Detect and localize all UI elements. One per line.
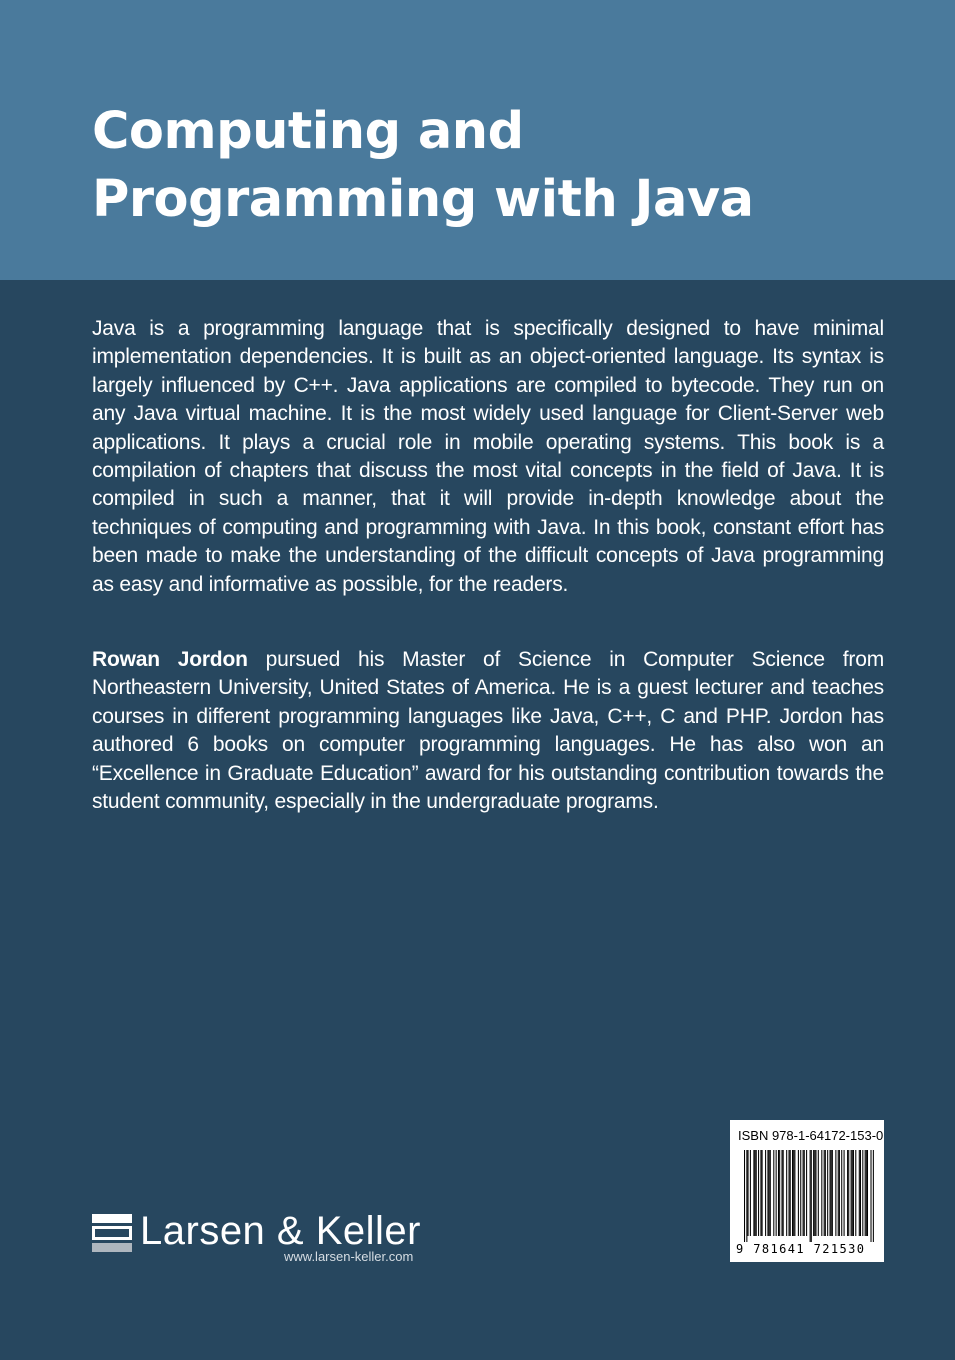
barcode-bar [818,1150,819,1236]
barcode-bar [792,1150,793,1236]
barcode-bar [841,1150,842,1236]
barcode-bar [814,1150,815,1236]
barcode-bar [770,1150,771,1236]
barcode-bar [750,1150,751,1236]
barcode-bar [779,1150,780,1236]
barcode-bar [793,1150,794,1236]
barcode-bar [786,1150,787,1236]
barcode-bar [744,1150,745,1242]
barcode-bar [844,1150,845,1236]
barcode-bar [755,1150,756,1236]
barcode-bar [758,1150,759,1236]
publisher-name: Larsen & Keller [140,1209,421,1253]
barcode-bar [848,1150,849,1236]
barcode-bar [804,1150,805,1236]
barcode-bar [813,1150,814,1236]
barcode-bar [838,1150,839,1236]
barcode-bar [748,1150,749,1236]
barcode-digits: 9 781641 721530 [736,1242,866,1256]
author-name: Rowan Jordon [92,648,248,671]
barcode-bar [853,1150,854,1236]
publisher-logo [92,1208,452,1268]
barcode-bar [762,1150,763,1236]
barcode-bar [832,1150,833,1236]
isbn-label: ISBN 978-1-64172-153-0 [738,1128,884,1143]
barcode-bar [827,1150,828,1236]
author-bio [92,646,884,816]
barcode-bar [831,1150,832,1236]
barcode-bar [790,1150,791,1236]
barcode-bar [811,1150,812,1242]
barcode-bar [776,1150,777,1236]
logo-bar [92,1214,132,1223]
barcode-bar [746,1150,747,1242]
barcode-bar [753,1150,754,1236]
barcode-box [730,1120,884,1262]
barcode-bar [803,1150,804,1236]
barcode-bar [859,1150,860,1236]
barcode-bar [760,1150,761,1236]
barcode-bar [789,1150,790,1236]
barcode-bar [778,1150,779,1236]
barcode-bar [781,1150,782,1236]
barcode-bar [839,1150,840,1236]
logo-bar [92,1226,132,1240]
barcode-bar [765,1150,766,1236]
barcode-bar [867,1150,868,1236]
logo-bar [92,1243,132,1252]
book-description: Java is a programming language that is specifically designed to have minimal implementation dependencies. It is built as an object-oriented language. Its syntax is largely influenced by C++. Java applications are compiled to bytecode. They run on any Java virtual machine. It is the most widely used language for Client-Server web applications. It plays a crucial role in mobile operating systems. This book is a compilation of chapters that discuss the most vital concepts in the field of Java. It is compiled in such a manner, that it will provide in-depth knowledge about the techniques of computing and programming with Java. In this book, constant effort has been made to make the understanding of the difficult concepts of Java programming as easy and informative as possible, for the readers. [92,317,884,596]
barcode-bar [870,1150,871,1242]
barcode-bar [756,1150,757,1236]
barcode-bar [798,1150,799,1236]
barcode-bar [860,1150,861,1236]
barcode-bar [852,1150,853,1236]
barcode-bar [821,1150,822,1236]
barcode-bar [810,1150,811,1242]
barcode-icon [744,1150,874,1242]
barcode-bar [806,1150,807,1236]
barcode-bar [830,1150,831,1236]
barcode-bar [815,1150,816,1236]
barcode-bar [866,1150,867,1236]
book-title: Computing and Programming with Java [92,102,754,229]
barcode-bar [862,1150,863,1236]
barcode-bar [855,1150,856,1236]
barcode-bar [873,1150,874,1242]
barcode-bar [865,1150,866,1236]
barcode-bar [769,1150,770,1236]
barcode-bar [847,1150,848,1236]
barcode-bar [851,1150,852,1236]
barcode-bar [767,1150,768,1236]
barcode-bar [794,1150,795,1236]
barcode-bar [824,1150,825,1236]
barcode-bar [835,1150,836,1236]
barcode-bar [783,1150,784,1236]
publisher-logo-icon [92,1214,132,1252]
barcode-bar [773,1150,774,1236]
barcode-bar [800,1150,801,1236]
publisher-url: www.larsen-keller.com [284,1249,414,1264]
barcode-bar [825,1150,826,1236]
author-bio-text: pursued his Master of Science in Computer Science from Northeastern University, United States of America. He is a guest lecturer and teaches courses in different programming languages like Java, C++, C and PHP. Jordon has authored 6 books on computer programming languages. He has also won an “Excellence in Graduate Education” award for his outstanding contribution towards the student community, especially in the undergraduate programs. [92,648,884,814]
